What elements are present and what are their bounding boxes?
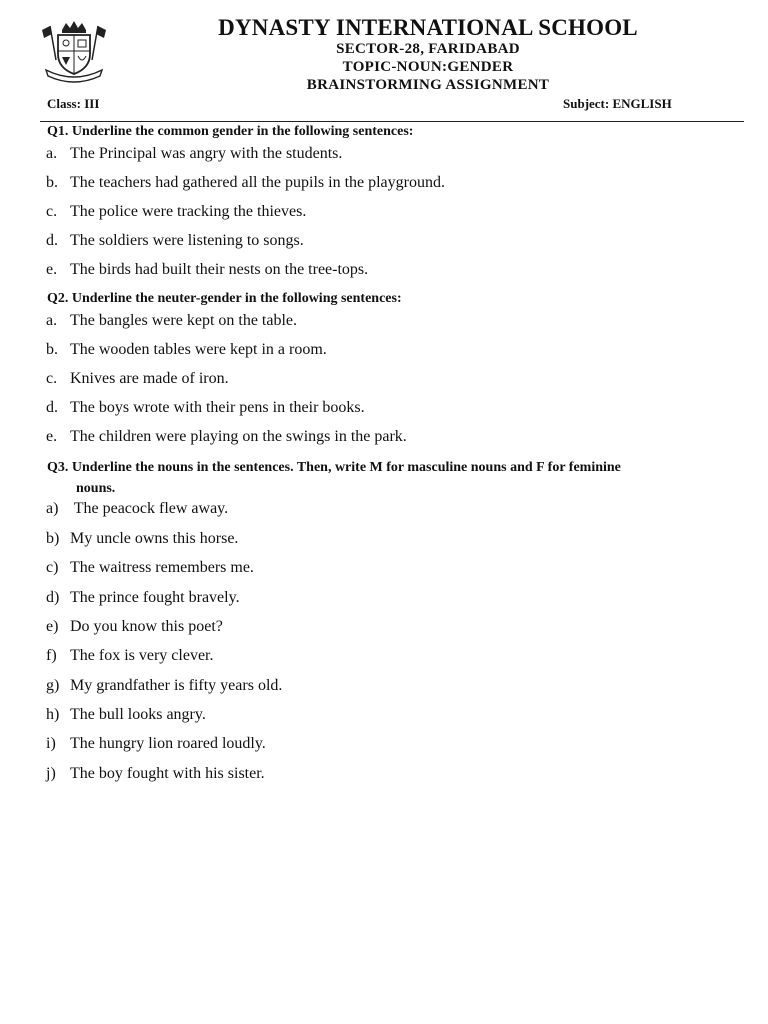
item-text: The fox is very clever. [70,647,214,664]
item-marker: d) [46,589,60,606]
item-text: The prince fought bravely. [70,589,240,606]
item-text: The peacock flew away. [70,500,229,517]
item-text: The children were playing on the swings in the park. [70,428,407,445]
item-marker: b. [46,174,58,191]
list-item [46,312,297,330]
item-text: Do you know this poet? [70,618,223,635]
item-text: The bangles were kept on the table. [70,312,298,329]
document-header [0,0,768,124]
class-label: Class: III [47,96,100,111]
item-text: The boy fought with his sister. [70,765,265,782]
list-item [46,589,240,607]
list-item [46,530,238,548]
item-text: The teachers had gathered all the pupils in the playground. [70,174,445,191]
item-marker: g) [46,677,60,694]
list-item [46,706,206,724]
subject-label: Subject: ENGLISH [563,96,672,111]
item-text: The boys wrote with their pens in their books. [70,399,365,416]
list-item [46,399,365,417]
item-text: The wooden tables were kept in a room. [70,341,327,358]
list-item [46,232,304,250]
list-item [46,341,327,359]
item-marker: c. [46,203,58,220]
question-1-heading: Q1. Underline the common gender in the following sentences: [47,124,414,139]
item-marker: c) [46,559,59,576]
header-divider [40,121,744,122]
item-marker: f) [46,647,57,664]
item-text: The waitress remembers me. [70,559,254,576]
item-marker: j) [46,765,56,782]
list-item [46,428,407,446]
item-marker: e) [46,618,59,635]
list-item [46,735,266,753]
list-item [46,500,228,518]
list-item [46,677,282,695]
item-marker: c. [46,370,58,387]
question-3-heading-line2: nouns. [76,481,116,496]
item-text: The hungry lion roared loudly. [70,735,266,752]
item-marker: a. [46,312,58,329]
list-item [46,203,306,221]
list-item [46,145,342,163]
item-marker: e. [46,261,58,278]
item-text: The Principal was angry with the students. [70,145,343,162]
school-address: SECTOR-28, FARIDABAD [336,41,520,57]
list-item [46,765,265,783]
item-text: The soldiers were listening to songs. [70,232,304,249]
item-text: My uncle owns this horse. [70,530,239,547]
item-marker: e. [46,428,58,445]
item-text: The police were tracking the thieves. [70,203,307,220]
item-marker: d. [46,232,58,249]
list-item [46,647,214,665]
list-item [46,559,254,577]
item-text: The bull looks angry. [70,706,206,723]
item-marker: h) [46,706,60,723]
list-item [46,261,368,279]
item-marker: a. [46,145,58,162]
question-3-heading-line1: Q3. Underline the nouns in the sentences. Then, write M for masculine nouns and F for feminine [47,460,621,475]
topic-line: TOPIC-NOUN:GENDER [342,59,514,75]
item-marker: b) [46,530,60,547]
question-2-heading: Q2. Underline the neuter-gender in the following sentences: [47,291,402,306]
item-marker: i) [46,735,56,752]
item-marker: a) [46,500,59,517]
item-marker: b. [46,341,58,358]
item-text: The birds had built their nests on the tree-tops. [70,261,369,278]
question-3-heading [47,457,757,499]
item-text: Knives are made of iron. [70,370,229,387]
list-item [46,174,445,192]
school-name: DYNASTY INTERNATIONAL SCHOOL [218,15,638,40]
item-marker: d. [46,399,58,416]
assignment-title: BRAINSTORMING ASSIGNMENT [306,77,550,93]
list-item [46,370,229,388]
list-item [46,618,223,636]
item-text: My grandfather is fifty years old. [70,677,283,694]
